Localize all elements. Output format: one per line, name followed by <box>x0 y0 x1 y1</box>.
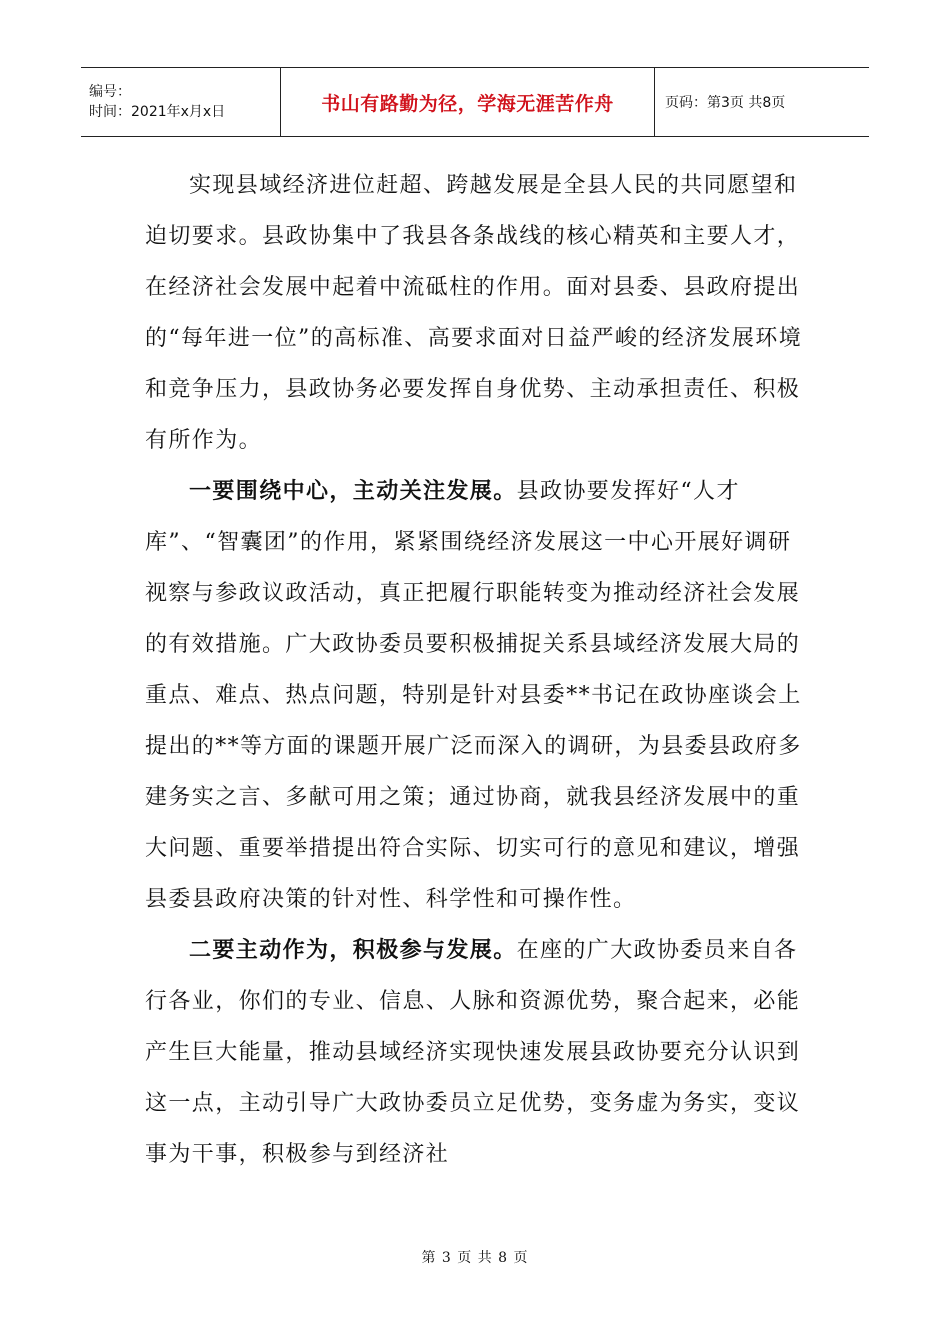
paragraph-text: 县政协要发挥好“人才库”、“智囊团”的作用，紧紧围绕经济发展这一中心开展好调研视察与参政议政活动，真正把履行职能转变为推动经济社会发展的有效措施。广大政协委员要积极捕捉关系县域经济发展大局的重点、难点、热点问题，特别是针对县委**书记在政协座谈会上提出的**等方面的课题开展广泛而深入的调研，为县委县政府多建务实之言、多献可用之策；通过协商，就我县经济发展中的重大问题、重要举措提出符合实际、切实可行的意见和建议，增强县委县政府决策的针对性、科学性和可操作性。 <box>145 479 802 912</box>
page-footer-text: 第 3 页 共 8 页 <box>421 1250 529 1266</box>
header-motto <box>281 68 655 136</box>
document-time-label: 时间：2021年x月x日 <box>89 104 226 120</box>
motto-text: 书山有路勤为径，学海无涯苦作舟 <box>321 92 614 115</box>
paragraph-text: 在座的广大政协委员来自各行各业，你们的专业、信息、人脉和资源优势，聚合起来，必能产生巨大能量，推动县域经济实现快速发展县政协要充分认识到这一点，主动引导广大政协委员立足优势，变务虚为务实，变议事为干事，积极参与到经济社 <box>145 938 801 1167</box>
page-header <box>81 67 869 137</box>
paragraph-text: 实现县域经济进位赶超、跨越发展是全县人民的共同愿望和迫切要求。县政协集中了我县各条战线的核心精英和主要人才，在经济社会发展中起着中流砥柱的作用。面对县委、县政府提出的“每年进一位”的高标准、高要求面对日益严峻的经济发展环境和竞争压力，县政协务必要发挥自身优势、主动承担责任、积极有所作为。 <box>145 173 803 453</box>
page-info-text: 页码：第3页 共8页 <box>665 95 786 111</box>
header-meta <box>81 68 281 136</box>
page-footer <box>0 1247 950 1267</box>
document-number-label: 编号： <box>89 84 131 100</box>
paragraph-point-one <box>145 466 805 925</box>
paragraph-point-two <box>145 925 805 1180</box>
paragraph-lead: 二要主动作为，积极参与发展。 <box>189 937 517 963</box>
header-page-info <box>655 68 869 136</box>
paragraph-lead: 一要围绕中心，主动关注发展。 <box>189 478 517 504</box>
paragraph-intro <box>145 160 805 466</box>
document-body <box>145 160 805 1180</box>
